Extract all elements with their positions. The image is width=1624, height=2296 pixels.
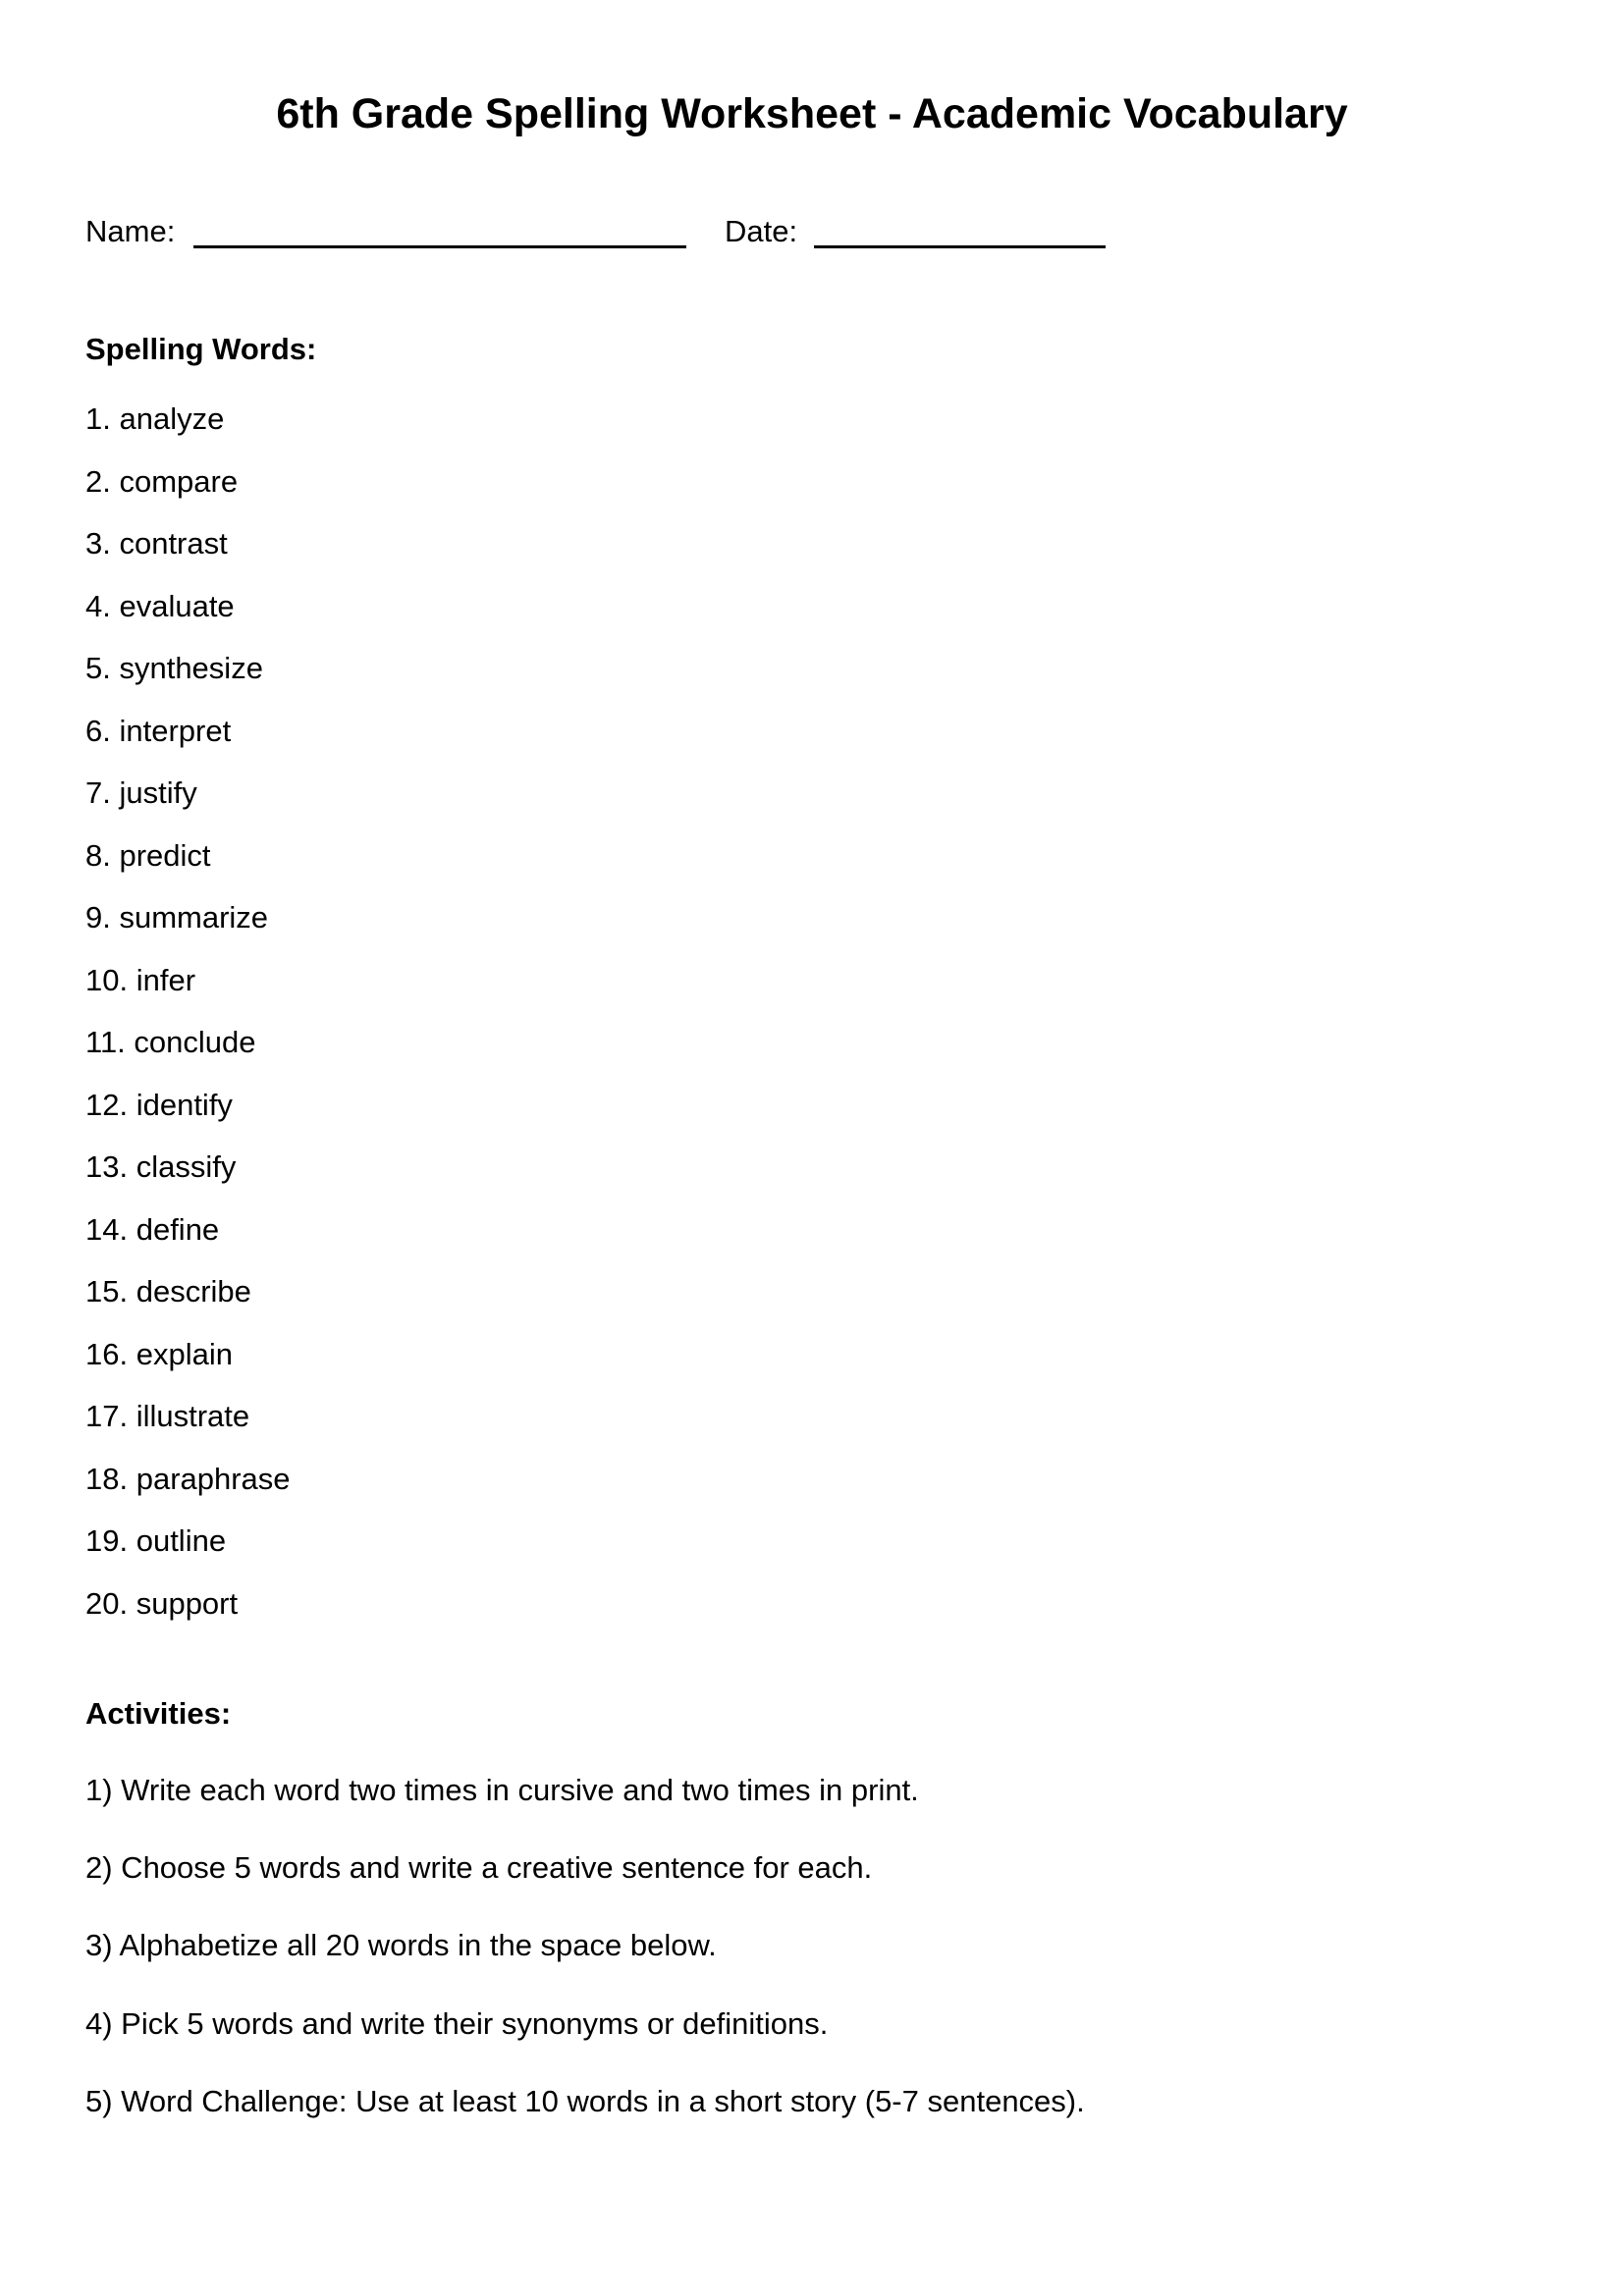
date-blank[interactable] xyxy=(814,245,1106,248)
spelling-words-heading: Spelling Words: xyxy=(85,332,317,366)
activities-heading: Activities: xyxy=(85,1696,232,1731)
activity-item: 4) Pick 5 words and write their synonyms or definitions. xyxy=(85,2005,829,2041)
activity-item: 2) Choose 5 words and write a creative sentence for each. xyxy=(85,1850,873,1886)
list-item: 14. define xyxy=(85,1211,220,1247)
list-item: 18. paraphrase xyxy=(85,1461,291,1496)
activities-list xyxy=(85,1771,1085,2160)
list-item: 8. predict xyxy=(85,837,211,873)
list-item: 20. support xyxy=(85,1585,239,1621)
date-label: Date: xyxy=(725,214,798,248)
activity-item: 5) Word Challenge: Use at least 10 words in a short story (5-7 sentences). xyxy=(85,2083,1085,2118)
worksheet-title: 6th Grade Spelling Worksheet - Academic Vocabulary xyxy=(276,90,1348,137)
list-item: 17. illustrate xyxy=(85,1399,250,1433)
list-item: 13. classify xyxy=(85,1149,237,1184)
list-item: 6. interpret xyxy=(85,713,232,748)
activity-item: 3) Alphabetize all 20 words in the space below. xyxy=(85,1928,717,1963)
list-item: 11. conclude xyxy=(85,1025,256,1059)
list-item: 2. compare xyxy=(85,463,239,499)
list-item: 9. summarize xyxy=(85,900,269,934)
activity-item: 1) Write each word two times in cursive and two times in print. xyxy=(85,1773,919,1807)
name-blank[interactable] xyxy=(193,245,686,248)
list-item: 4. evaluate xyxy=(85,588,235,623)
list-item: 15. describe xyxy=(85,1274,251,1308)
list-item: 10. infer xyxy=(85,962,196,997)
spelling-word-list xyxy=(85,400,291,1646)
name-label: Name: xyxy=(85,214,176,248)
list-item: 3. contrast xyxy=(85,526,228,561)
list-item: 12. identify xyxy=(85,1087,233,1122)
list-item: 16. explain xyxy=(85,1336,233,1371)
list-item: 1. analyze xyxy=(85,401,225,436)
list-item: 5. synthesize xyxy=(85,651,263,685)
list-item: 19. outline xyxy=(85,1523,227,1558)
list-item: 7. justify xyxy=(85,775,197,810)
